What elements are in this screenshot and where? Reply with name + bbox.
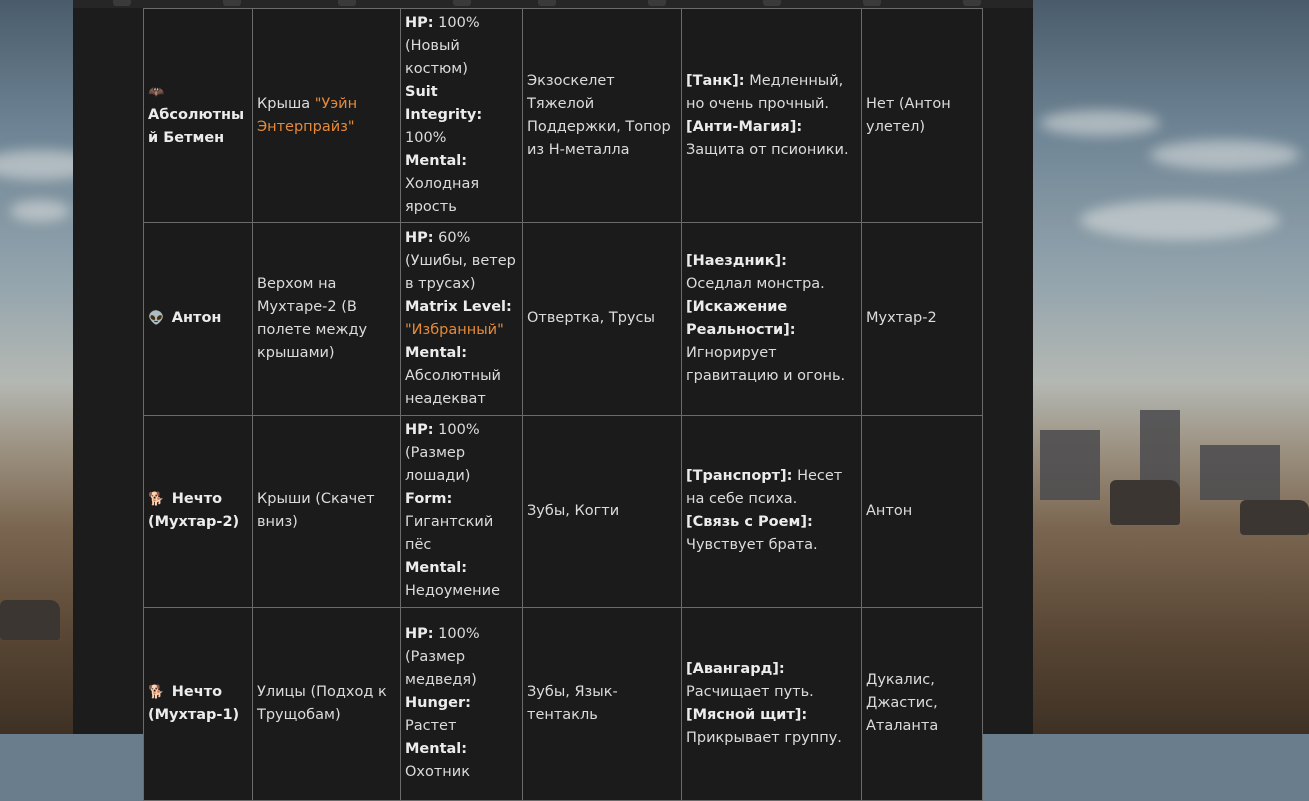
toolbar-strip [73, 0, 1033, 8]
character-name: Абсолютный Бетмен [148, 107, 245, 146]
status-value: Растет [405, 718, 457, 735]
status-cell [401, 223, 523, 416]
status-value: Недоумение [405, 583, 500, 600]
location-text: Крыши (Скачет вниз) [257, 491, 375, 531]
character-cell [144, 9, 253, 223]
role-tag: [Танк]: [686, 72, 745, 89]
table-row [144, 9, 983, 223]
status-label: Matrix Level: [405, 298, 512, 315]
gear-cell: Зубы, Язык-тентакль [523, 608, 682, 801]
gear-cell: Экзоскелет Тяжелой Поддержки, Топор из Н-металла [523, 9, 682, 223]
status-cell [401, 415, 523, 608]
location-text: Улицы (Подход к Трущобам) [257, 683, 387, 723]
toolbar-icon[interactable] [453, 0, 471, 6]
role-text: Несет на себе психа. [686, 468, 843, 508]
ruins [1040, 430, 1100, 500]
status-value: Абсолютный неадекват [405, 367, 501, 407]
toolbar-icon[interactable] [763, 0, 781, 6]
character-cell [144, 608, 253, 801]
role-text: Оседлал монстра. [686, 275, 825, 292]
roles-cell [682, 223, 862, 416]
toolbar-icon[interactable] [648, 0, 666, 6]
link-cell: Антон [862, 415, 983, 608]
roles-cell [682, 608, 862, 801]
role-tag: [Искажение Реальности]: [686, 298, 796, 338]
cloud [1040, 110, 1160, 136]
toolbar-icon[interactable] [113, 0, 131, 6]
location-highlight: "Уэйн Энтерпрайз" [257, 95, 358, 135]
dog-icon: 🐕 [148, 492, 165, 508]
cloud [1080, 200, 1280, 240]
status-value: Охотник [405, 764, 470, 781]
status-value: Холодная ярость [405, 176, 480, 215]
status-label: HP: [405, 15, 434, 31]
status-label: Suit Integrity: [405, 84, 483, 123]
role-tag: [Авангард]: [686, 660, 785, 677]
gear-cell: Зубы, Когти [523, 415, 682, 608]
location-cell [253, 223, 401, 416]
location-cell [253, 415, 401, 608]
character-cell [144, 415, 253, 608]
toolbar-icon[interactable] [963, 0, 981, 6]
role-tag: [Связь с Роем]: [686, 514, 813, 531]
status-value: 100% [405, 130, 447, 146]
status-value: 60% (Ушибы, ветер в трусах) [405, 229, 516, 292]
toolbar-icon[interactable] [338, 0, 356, 6]
status-label: HP: [405, 422, 434, 439]
alien-icon: 👽 [148, 311, 165, 327]
status-value: 100% (Размер лошади) [405, 422, 480, 485]
status-label: Form: [405, 491, 453, 508]
character-name: Нечто (Мухтар-1) [148, 683, 240, 723]
table-row [144, 223, 983, 416]
location-cell [253, 9, 401, 223]
status-value: Гигантский пёс [405, 514, 494, 554]
role-text: Прикрывает группу. [686, 729, 842, 746]
roles-cell [682, 415, 862, 608]
character-table [143, 8, 983, 801]
location-cell [253, 608, 401, 801]
status-label: HP: [405, 229, 434, 246]
role-text: Расчищает путь. [686, 683, 814, 700]
status-highlight: "Избранный" [405, 321, 504, 338]
status-value: 100% (Размер медведя) [405, 626, 480, 689]
status-label: Mental: [405, 741, 468, 758]
role-text: Игнорирует гравитацию и огонь. [686, 344, 846, 384]
cloud [10, 200, 70, 222]
table-row [144, 608, 983, 801]
character-name: Антон [171, 310, 222, 327]
link-cell: Нет (Антон улетел) [862, 9, 983, 223]
toolbar-icon[interactable] [863, 0, 881, 6]
link-cell: Дукалис, Джастис, Аталанта [862, 608, 983, 801]
rock [0, 600, 60, 640]
ruins [1200, 445, 1280, 500]
status-label: Hunger: [405, 695, 471, 712]
status-label: HP: [405, 626, 434, 643]
role-tag: [Наездник]: [686, 252, 787, 269]
location-text: Крыша [257, 95, 315, 112]
table-row [144, 415, 983, 608]
location-text: Верхом на Мухтаре-2 (В полете между крышами) [257, 275, 368, 361]
dog-icon: 🐕 [148, 684, 165, 700]
role-text: Чувствует брата. [686, 537, 818, 554]
toolbar-icon[interactable] [223, 0, 241, 6]
status-cell [401, 608, 523, 801]
status-cell [401, 9, 523, 223]
rock [1110, 480, 1180, 525]
cloud [1150, 140, 1300, 170]
gear-cell: Отвертка, Трусы [523, 223, 682, 416]
role-tag: [Транспорт]: [686, 468, 793, 485]
role-tag: [Мясной щит]: [686, 706, 808, 723]
roles-cell [682, 9, 862, 223]
character-cell [144, 223, 253, 416]
link-cell: Мухтар-2 [862, 223, 983, 416]
rock [1240, 500, 1309, 535]
character-name: Нечто (Мухтар-2) [148, 491, 240, 531]
role-text: Защита от псионики. [686, 141, 849, 158]
status-label: Mental: [405, 153, 468, 169]
role-tag: [Анти-Магия]: [686, 118, 803, 135]
status-label: Mental: [405, 344, 468, 361]
status-value: 100% (Новый костюм) [405, 15, 480, 77]
toolbar-icon[interactable] [538, 0, 556, 6]
bat-icon: 🦇 [148, 85, 165, 100]
status-label: Mental: [405, 560, 468, 577]
role-text: Медленный, но очень прочный. [686, 72, 844, 112]
